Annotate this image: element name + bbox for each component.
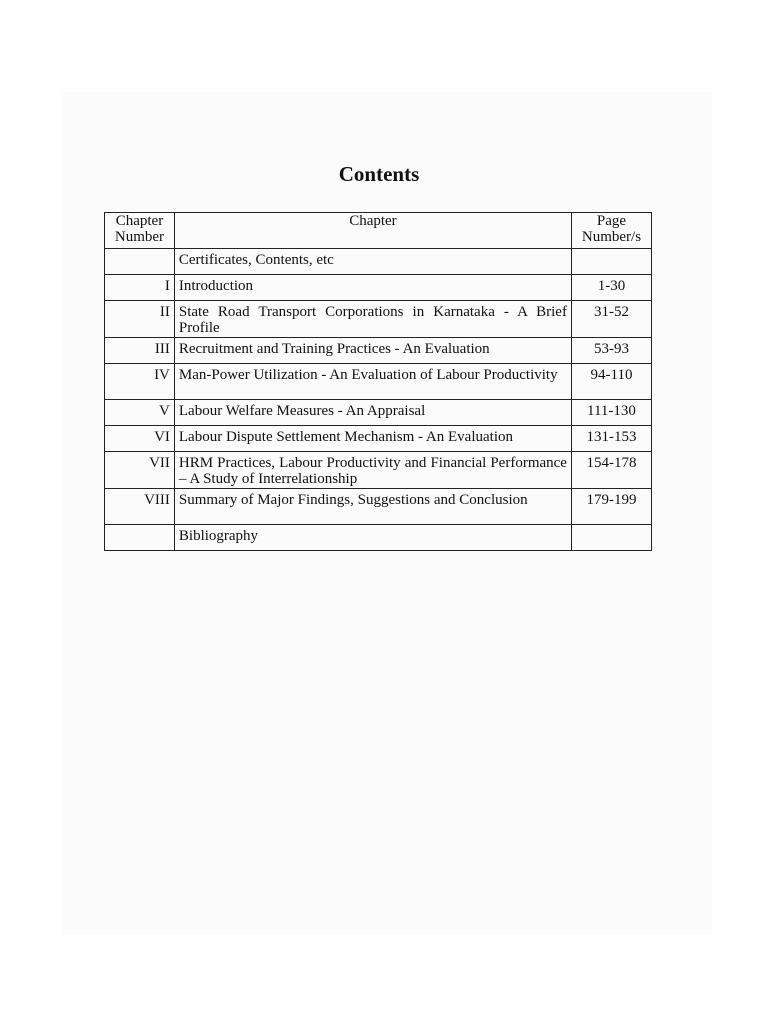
chapter-title-cell: Labour Welfare Measures - An Appraisal bbox=[174, 400, 571, 426]
chapter-title-cell: Labour Dispute Settlement Mechanism - An Evaluation bbox=[174, 426, 571, 452]
page-range-cell: 179-199 bbox=[571, 489, 651, 525]
chapter-number-cell: III bbox=[105, 338, 175, 364]
chapter-title-cell: Summary of Major Findings, Suggestions and Conclusion bbox=[174, 489, 571, 525]
table-row bbox=[105, 489, 652, 525]
page-range-cell bbox=[571, 249, 651, 275]
table-header-row bbox=[105, 213, 652, 249]
header-chapter-number: Chapter Number bbox=[105, 213, 175, 249]
table-row bbox=[105, 364, 652, 400]
chapter-number-cell bbox=[105, 525, 175, 551]
table-row bbox=[105, 426, 652, 452]
page-range-cell: 53-93 bbox=[571, 338, 651, 364]
chapter-title-cell: Certificates, Contents, etc bbox=[174, 249, 571, 275]
chapter-number-cell: II bbox=[105, 301, 175, 338]
header-page-numbers: Page Number/s bbox=[571, 213, 651, 249]
table-row bbox=[105, 452, 652, 489]
chapter-number-cell: I bbox=[105, 275, 175, 301]
chapter-title-cell: Introduction bbox=[174, 275, 571, 301]
chapter-number-cell: IV bbox=[105, 364, 175, 400]
chapter-number-cell: V bbox=[105, 400, 175, 426]
page-range-cell: 131-153 bbox=[571, 426, 651, 452]
chapter-title-cell: Bibliography bbox=[174, 525, 571, 551]
chapter-number-cell bbox=[105, 249, 175, 275]
table-row bbox=[105, 400, 652, 426]
table-row bbox=[105, 301, 652, 338]
contents-table bbox=[104, 212, 652, 551]
page-range-cell: 94-110 bbox=[571, 364, 651, 400]
page-range-cell bbox=[571, 525, 651, 551]
header-chapter: Chapter bbox=[174, 213, 571, 249]
chapter-number-cell: VI bbox=[105, 426, 175, 452]
page-range-cell: 1-30 bbox=[571, 275, 651, 301]
chapter-number-cell: VIII bbox=[105, 489, 175, 525]
table-row bbox=[105, 525, 652, 551]
table-row bbox=[105, 275, 652, 301]
page-title: Contents bbox=[338, 162, 420, 186]
page-range-cell: 111-130 bbox=[571, 400, 651, 426]
page-range-cell: 154-178 bbox=[571, 452, 651, 489]
chapter-number-cell: VII bbox=[105, 452, 175, 489]
chapter-title-cell: HRM Practices, Labour Productivity and Financial Performance – A Study of Interrelationship bbox=[174, 452, 571, 489]
table-row bbox=[105, 249, 652, 275]
chapter-title-cell: Recruitment and Training Practices - An Evaluation bbox=[174, 338, 571, 364]
chapter-title-cell: State Road Transport Corporations in Karnataka - A Brief Profile bbox=[174, 301, 571, 338]
table-row bbox=[105, 338, 652, 364]
chapter-title-cell: Man-Power Utilization - An Evaluation of Labour Productivity bbox=[174, 364, 571, 400]
page-range-cell: 31-52 bbox=[571, 301, 651, 338]
